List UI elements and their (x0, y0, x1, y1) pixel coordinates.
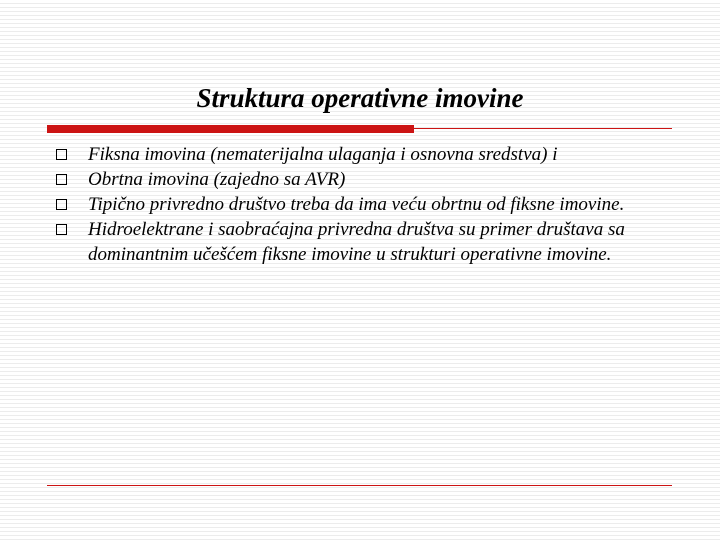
slide-title (0, 80, 720, 116)
title-underline-thick (47, 125, 414, 133)
bullet-text: Tipično privredno društvo treba da ima veću obrtnu od fiksne imovine. (88, 194, 625, 215)
title-underline (47, 125, 672, 133)
slide-title-text: Struktura operativne imovine (196, 83, 524, 113)
bullet-item (0, 192, 678, 217)
title-underline-thin (414, 128, 672, 129)
footer-rule (47, 485, 672, 486)
bullet-item (0, 217, 678, 267)
bullet-text: Fiksna imovina (nematerijalna ulaganja i osnovna sredstva) i (88, 144, 558, 165)
hollow-square-icon (56, 174, 67, 185)
bullet-list (0, 142, 720, 267)
bullet-text: Obrtna imovina (zajedno sa AVR) (88, 169, 346, 190)
hollow-square-icon (56, 199, 67, 210)
hollow-square-icon (56, 149, 67, 160)
hollow-square-icon (56, 224, 67, 235)
bullet-text: Hidroelektrane i saobraćajna privredna društva su primer društava sa dominantnim učešćem fiksne imovine u strukturi operativne imovine. (88, 219, 625, 265)
bullet-item (0, 167, 678, 192)
bullet-item (0, 142, 678, 167)
